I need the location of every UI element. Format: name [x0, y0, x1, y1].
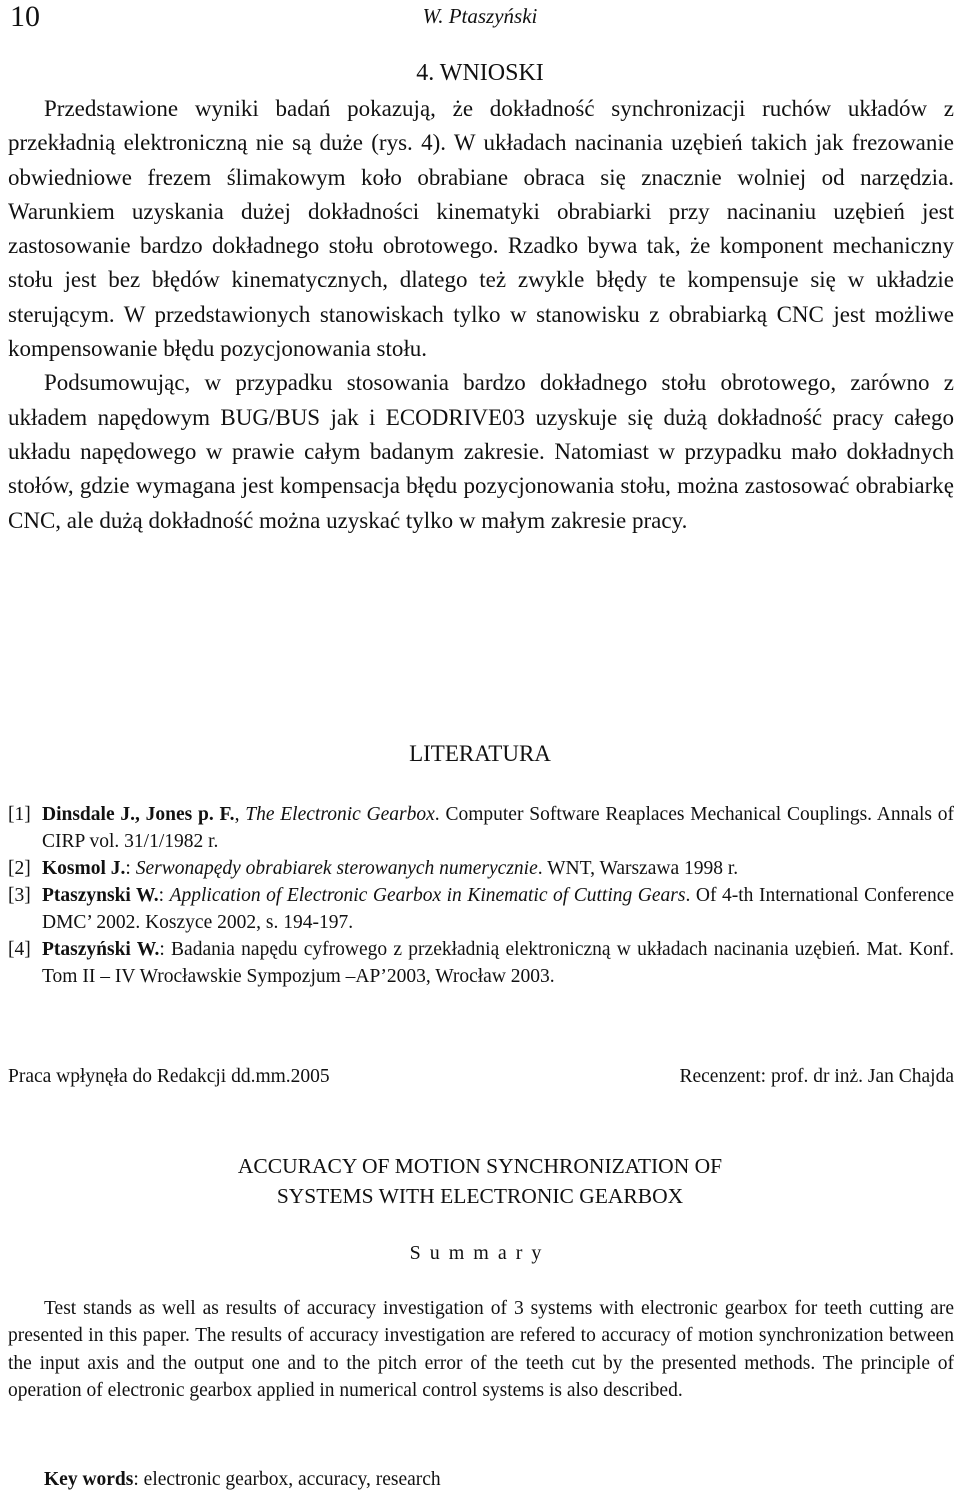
reference-title: The Electronic Gearbox	[245, 804, 435, 825]
running-head: W. Ptaszyński	[422, 4, 538, 28]
reference-authors: Ptaszynski W.	[42, 885, 159, 906]
reference-authors: Ptaszyński W.	[42, 939, 160, 960]
reference-details: . WNT, Warszawa 1998 r.	[537, 858, 739, 879]
reference-number: [3]	[8, 885, 31, 906]
reference-number: [2]	[8, 858, 31, 879]
reference-item: [1] Dinsdale J., Jones p. F., The Electronic Gearbox. Computer Software Reaplaces Mechanical Couplings. Annals of CIRP vol. 31/1/1982 r.	[8, 801, 954, 855]
reference-number: [4]	[8, 939, 31, 960]
reference-details: Badania napędu cyfrowego z przekładnią elektroniczną w układach nacinania uzębień. Mat. Konf. Tom II – IV Wrocławskie Sympozjum –AP’2003, Wrocław 2003.	[42, 939, 955, 987]
body-text	[8, 92, 954, 538]
reference-authors: Kosmol J.	[42, 858, 126, 879]
reference-list	[8, 801, 954, 990]
reviewer-note: Recenzent: prof. dr inż. Jan Chajda	[679, 1066, 954, 1087]
english-title-line-2: SYSTEMS WITH ELECTRONIC GEARBOX	[276, 1184, 684, 1208]
reference-title: Serwonapędy obrabiarek sterowanych numerycznie	[135, 858, 538, 879]
abstract: Test stands as well as results of accuracy investigation of 3 systems with electronic gearbox for teeth cutting are presented in this paper. The results of accuracy investigation are refered to accuracy of motion synchronization between the input axis and the output one and to the pitch error of the teeth cut by the presented methods. The principle of operation of electronic gearbox applied in numerical control systems is also described.	[8, 1298, 954, 1401]
page-header	[10, 0, 950, 40]
reference-details: . Of 4-th International Conference DMC’ 2002. Koszyce 2002, s. 194-197.	[42, 885, 955, 933]
summary-label: Summary	[409, 1242, 551, 1264]
reference-item: [3] Ptaszynski W.: Application of Electronic Gearbox in Kinematic of Cutting Gears. Of 4-th International Conference DMC’ 2002. Koszyce 2002, s. 194-197.	[8, 882, 954, 936]
english-title	[0, 1151, 960, 1211]
paragraph-2: Podsumowując, w przypadku stosowania bardzo dokładnego stołu obrotowego, zarówno z układem napędowym BUG/BUS jak i ECODRIVE03 uzyskuje się dużą dokładność pracy całego układu napędowego w prawie całym badanym zakresie. Natomiast w przypadku mało dokładnych stołów, gdzie wymagana jest kompensacja błędu pozycjonowania stołu, można zastosować obrabiarkę CNC, ale dużą dokładność można uzyskać tylko w małym zakresie pracy.	[8, 370, 954, 533]
keywords: Key words: electronic gearbox, accuracy, research	[44, 1469, 441, 1490]
reference-title: Application of Electronic Gearbox in Kinematic of Cutting Gears	[169, 885, 686, 906]
reference-number: [1]	[8, 804, 31, 825]
page-number: 10	[10, 0, 40, 33]
keywords-text: electronic gearbox, accuracy, research	[143, 1469, 441, 1490]
reference-authors: Dinsdale J., Jones p. F.	[42, 804, 235, 825]
literature-title: LITERATURA	[409, 741, 551, 766]
reference-item: [2] Kosmol J.: Serwonapędy obrabiarek sterowanych numerycznie. WNT, Warszawa 1998 r.	[8, 855, 954, 882]
paragraph-1: Przedstawione wyniki badań pokazują, że dokładność synchronizacji ruchów układów z przekładnią elektroniczną nie są duże (rys. 4). W układach nacinania uzębień takich jak frezowanie obwiedniowe frezem ślimakowym koło obrabiane obraca się znacznie wolniej od narzędzia. Warunkiem uzyskania dużej dokładności kinematyki obrabiarki przy nacinaniu uzębień jest zastosowanie bardzo dokładnego stołu obrotowego. Rzadko bywa tak, że komponent mechaniczny stołu jest bez błędów kinematycznych, dlatego też zwykle błędy te kompensuje się w układzie sterującym. W przedstawionych stanowiskach tylko w stanowisku z obrabiarką CNC jest możliwe kompensowanie błędu pozycjonowania stołu.	[8, 96, 954, 362]
received-note: Praca wpłynęła do Redakcji dd.mm.2005	[8, 1066, 330, 1087]
keywords-label: Key words	[44, 1469, 134, 1490]
reference-details: . Computer Software Reaplaces Mechanical Couplings. Annals of CIRP vol. 31/1/1982 r.	[42, 804, 955, 852]
section-title: 4. WNIOSKI	[416, 60, 544, 86]
english-title-line-1: ACCURACY OF MOTION SYNCHRONIZATION OF	[237, 1154, 723, 1178]
reference-item: [4] Ptaszyński W.: Badania napędu cyfrowego z przekładnią elektroniczną w układach nacinania uzębień. Mat. Konf. Tom II – IV Wrocławskie Sympozjum –AP’2003, Wrocław 2003.	[8, 936, 954, 990]
